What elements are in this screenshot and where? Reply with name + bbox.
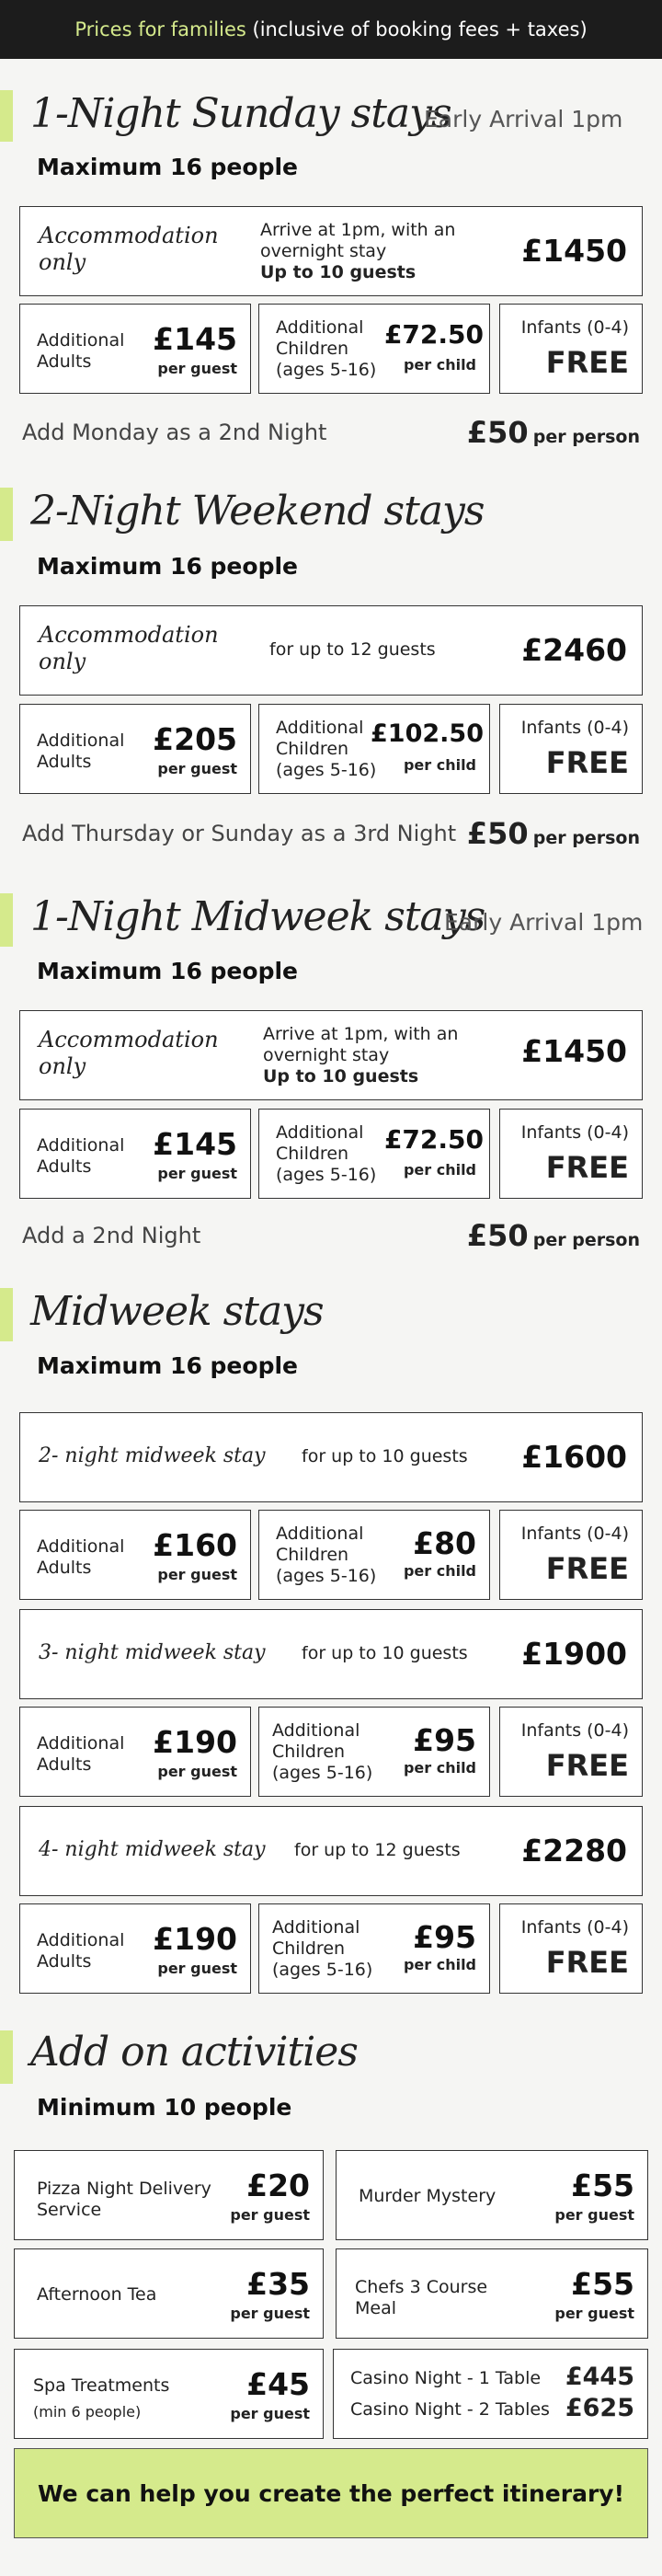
adults-per: per guest — [157, 360, 237, 377]
banner-highlight: Prices for families — [74, 18, 246, 40]
activity-card-spa — [14, 2349, 324, 2439]
stay-label: 4- night midweek stay — [39, 1838, 266, 1861]
section-subtitle: Early Arrival 1pm — [444, 909, 644, 936]
activity-price: £55 — [571, 2168, 634, 2203]
activity-per: per guest — [230, 2405, 310, 2422]
extra-night-price: £50 per person — [466, 816, 640, 851]
activity-price: £55 — [571, 2266, 634, 2302]
stay-desc: for up to 10 guests — [302, 1446, 468, 1466]
section-accent-bar — [0, 1288, 13, 1341]
activity-label: Pizza Night Delivery Service — [37, 2179, 211, 2220]
children-label: Additional Children (ages 5-16) — [276, 718, 377, 780]
infants-card — [499, 1903, 643, 1994]
stay-card — [19, 1412, 643, 1502]
activity-label: Chefs 3 Course Meal — [355, 2277, 488, 2318]
extra-night-price: £50 per person — [466, 1218, 640, 1253]
children-per: per child — [403, 756, 476, 774]
activity-per: per guest — [554, 2206, 634, 2224]
children-label: Additional Children (ages 5-16) — [276, 1524, 377, 1586]
max-people: Maximum 16 people — [37, 958, 298, 984]
children-label: Additional Children (ages 5-16) — [276, 317, 377, 380]
activity-label: Afternoon Tea — [37, 2284, 157, 2305]
accommodation-card — [19, 206, 643, 296]
additional-adults-card — [19, 304, 251, 394]
casino-label-1: Casino Night - 1 Table — [350, 2368, 542, 2388]
additional-children-card — [258, 1510, 490, 1600]
stay-price: £2280 — [521, 1833, 627, 1869]
activity-price: £20 — [246, 2168, 310, 2203]
children-per: per child — [403, 1759, 476, 1777]
activity-price: £45 — [246, 2366, 310, 2402]
infants-price: FREE — [545, 1551, 629, 1586]
infants-label: Infants (0-4) — [520, 317, 629, 338]
accommodation-card — [19, 1010, 643, 1100]
section-title: 1-Night Sunday stays — [30, 90, 451, 137]
children-per: per child — [403, 1956, 476, 1973]
accommodation-label: Accommodation only — [39, 622, 219, 674]
infants-card — [499, 1707, 643, 1797]
stay-card — [19, 1806, 643, 1896]
section-title: 2-Night Weekend stays — [30, 488, 485, 535]
additional-adults-card — [19, 704, 251, 794]
infants-price: FREE — [545, 745, 629, 780]
accommodation-price: £2460 — [521, 632, 627, 668]
section-accent-bar — [0, 90, 13, 142]
casino-price-1: £445 — [565, 2363, 634, 2391]
additional-adults-card — [19, 1707, 251, 1797]
additional-adults-card — [19, 1510, 251, 1600]
adults-price: £145 — [153, 321, 237, 357]
adults-per: per guest — [157, 1960, 237, 1977]
activity-price: £35 — [246, 2266, 310, 2302]
accommodation-price: £1450 — [521, 233, 627, 269]
children-per: per child — [403, 1161, 476, 1179]
children-price: £95 — [413, 1722, 476, 1758]
additional-children-card — [258, 704, 490, 794]
adults-per: per guest — [157, 760, 237, 777]
accommodation-label: Accommodation only — [39, 1027, 219, 1079]
children-price: £80 — [413, 1525, 476, 1561]
adults-price: £160 — [153, 1527, 237, 1563]
infants-card — [499, 1109, 643, 1199]
section-accent-bar — [0, 2030, 13, 2084]
infants-card — [499, 1510, 643, 1600]
activity-per: per guest — [230, 2206, 310, 2224]
adults-label: Additional Adults — [37, 330, 125, 372]
stay-label: 2- night midweek stay — [39, 1444, 266, 1467]
stay-desc: for up to 12 guests — [294, 1840, 461, 1860]
section-title: 1-Night Midweek stays — [30, 893, 485, 940]
infants-label: Infants (0-4) — [520, 1917, 629, 1938]
casino-label-2: Casino Night - 2 Tables — [350, 2399, 550, 2420]
infants-label: Infants (0-4) — [520, 718, 629, 738]
infants-price: FREE — [545, 1945, 629, 1980]
banner-text: (inclusive of booking fees + taxes) — [245, 18, 588, 40]
stay-card — [19, 1609, 643, 1699]
adults-label: Additional Adults — [37, 1135, 125, 1177]
stay-price: £1900 — [521, 1636, 627, 1672]
top-banner — [0, 0, 662, 59]
extra-night-label: Add Monday as a 2nd Night — [22, 420, 327, 445]
infants-label: Infants (0-4) — [520, 1524, 629, 1544]
additional-children-card — [258, 1707, 490, 1797]
children-label: Additional Children (ages 5-16) — [276, 1122, 377, 1185]
section-title: Add on activities — [30, 2029, 358, 2076]
children-price: £72.50 — [383, 319, 484, 350]
activity-per: per guest — [554, 2305, 634, 2322]
extra-night-label: Add a 2nd Night — [22, 1223, 201, 1248]
itinerary-cta-button[interactable]: We can help you create the perfect itinerary! — [14, 2448, 648, 2538]
stay-price: £1600 — [521, 1439, 627, 1475]
extra-night-price: £50 per person — [466, 415, 640, 450]
additional-children-card — [258, 304, 490, 394]
infants-card — [499, 304, 643, 394]
activity-card-afternoon-tea — [14, 2248, 324, 2339]
accommodation-desc: for up to 12 guests — [269, 639, 436, 660]
section-accent-bar — [0, 893, 13, 947]
activity-card-pizza — [14, 2150, 324, 2240]
adults-per: per guest — [157, 1566, 237, 1583]
infants-price: FREE — [545, 1748, 629, 1783]
adults-label: Additional Adults — [37, 1536, 125, 1578]
adults-price: £205 — [153, 721, 237, 757]
max-people: Maximum 16 people — [37, 154, 298, 180]
adults-label: Additional Adults — [37, 1930, 125, 1972]
infants-card — [499, 704, 643, 794]
infants-label: Infants (0-4) — [520, 1122, 629, 1143]
children-price: £102.50 — [371, 719, 484, 748]
infants-price: FREE — [545, 345, 629, 380]
activity-label: Spa Treatments — [33, 2375, 170, 2396]
children-per: per child — [403, 356, 476, 374]
activity-card-chefs-meal — [336, 2248, 648, 2339]
additional-adults-card — [19, 1109, 251, 1199]
activity-per: per guest — [230, 2305, 310, 2322]
adults-price: £190 — [153, 1724, 237, 1760]
activity-label: Murder Mystery — [359, 2186, 496, 2206]
section-title: Midweek stays — [30, 1288, 324, 1335]
section-accent-bar — [0, 488, 13, 541]
adults-per: per guest — [157, 1763, 237, 1780]
children-price: £95 — [413, 1919, 476, 1955]
adults-label: Additional Adults — [37, 1733, 125, 1775]
activity-card-casino — [333, 2349, 648, 2439]
children-label: Additional Children (ages 5-16) — [272, 1720, 373, 1783]
accommodation-card — [19, 605, 643, 696]
activity-card-murder-mystery — [336, 2150, 648, 2240]
additional-children-card — [258, 1109, 490, 1199]
adults-price: £190 — [153, 1921, 237, 1957]
stay-desc: for up to 10 guests — [302, 1643, 468, 1663]
infants-price: FREE — [545, 1150, 629, 1185]
adults-label: Additional Adults — [37, 730, 125, 772]
additional-adults-card — [19, 1903, 251, 1994]
adults-price: £145 — [153, 1126, 237, 1162]
accommodation-label: Accommodation only — [39, 223, 219, 275]
additional-children-card — [258, 1903, 490, 1994]
adults-per: per guest — [157, 1165, 237, 1182]
min-people: Minimum 10 people — [37, 2094, 292, 2121]
stay-label: 3- night midweek stay — [39, 1641, 266, 1664]
extra-night-label: Add Thursday or Sunday as a 3rd Night — [22, 821, 457, 846]
casino-price-2: £625 — [565, 2394, 634, 2422]
infants-label: Infants (0-4) — [520, 1720, 629, 1741]
max-people: Maximum 16 people — [37, 1352, 298, 1379]
children-label: Additional Children (ages 5-16) — [272, 1917, 373, 1980]
accommodation-desc: Arrive at 1pm, with an overnight stay Up to 10 guests — [260, 220, 456, 282]
children-price: £72.50 — [383, 1124, 484, 1155]
activity-note: (min 6 people) — [33, 2403, 142, 2421]
section-subtitle: Early Arrival 1pm — [424, 106, 623, 132]
max-people: Maximum 16 people — [37, 553, 298, 580]
accommodation-desc: Arrive at 1pm, with an overnight stay Up to 10 guests — [263, 1024, 459, 1087]
accommodation-price: £1450 — [521, 1033, 627, 1069]
children-per: per child — [403, 1562, 476, 1580]
